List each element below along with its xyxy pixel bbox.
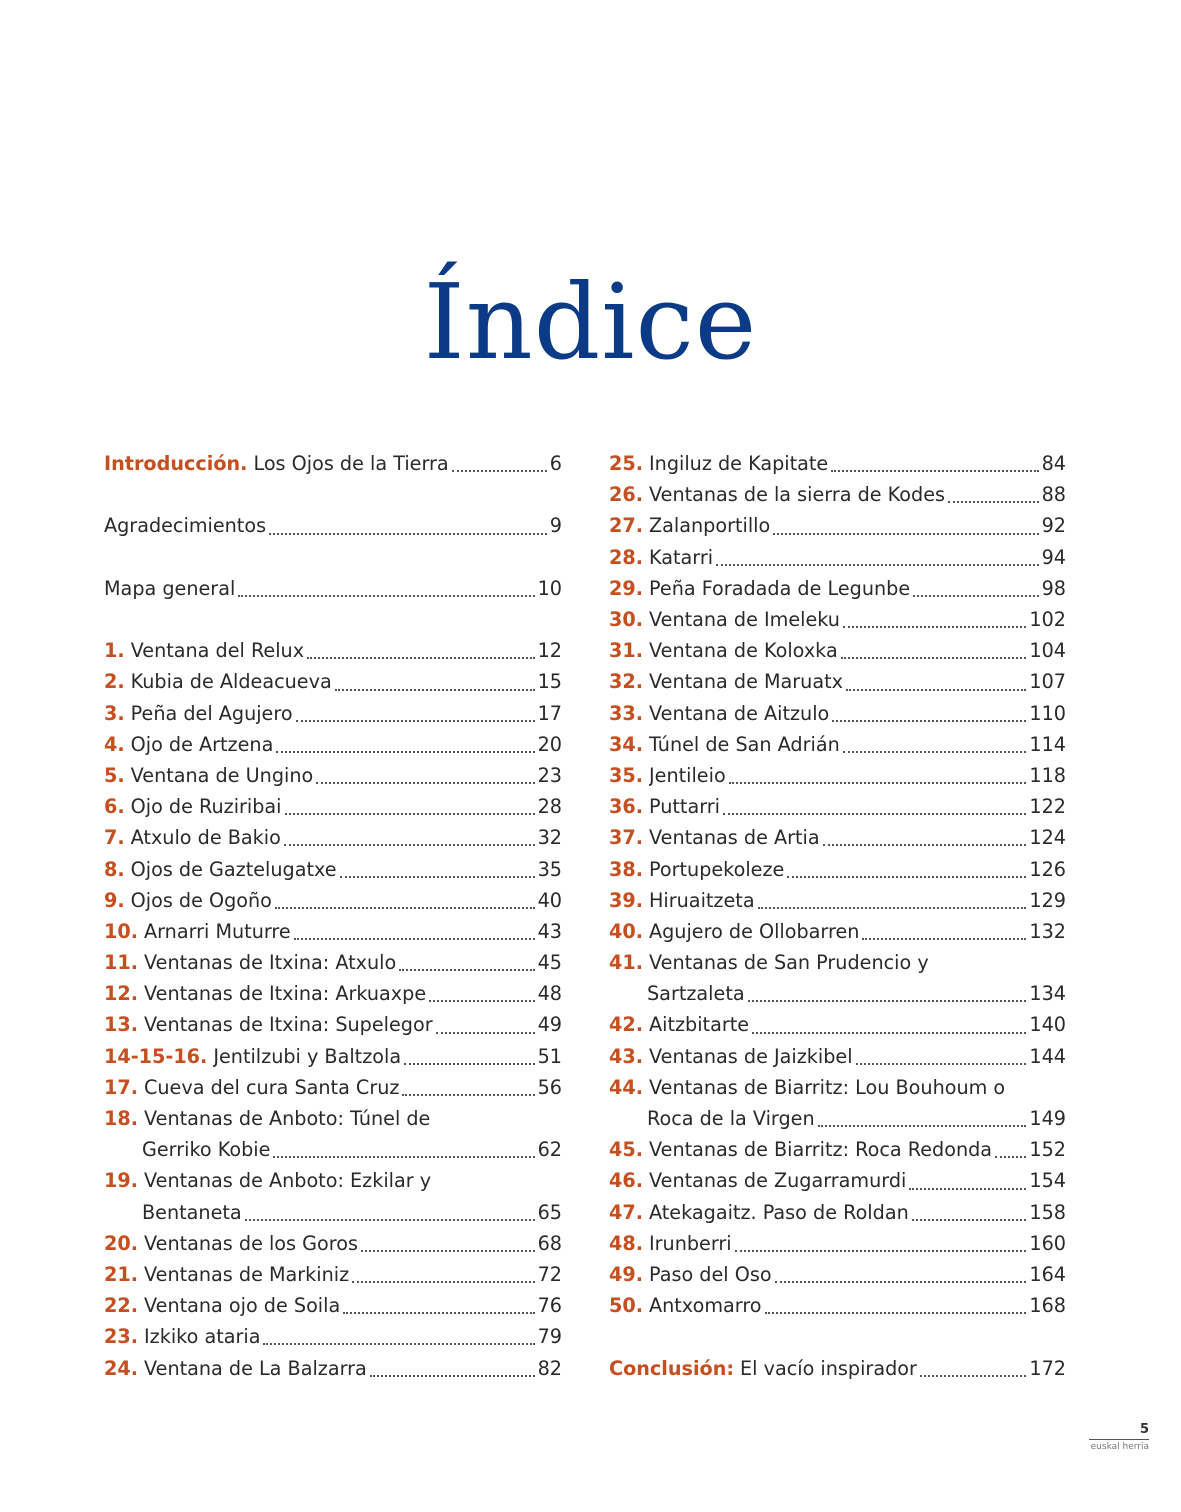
toc-right-column [609, 448, 1066, 1384]
toc-entry-number: 50. [609, 1294, 643, 1318]
toc-entry-page: 140 [1029, 1013, 1066, 1037]
toc-leader-dots [729, 781, 1027, 784]
toc-entry[interactable] [104, 1165, 562, 1196]
footer-brand: euskal herria [1090, 1442, 1149, 1452]
toc-entry-page: 124 [1029, 826, 1066, 850]
toc-entry-page: 154 [1029, 1169, 1066, 1193]
toc-entry[interactable] [609, 791, 1066, 822]
page-title: Índice [423, 261, 758, 383]
toc-entry-number: 31. [609, 639, 643, 663]
toc-entry-number: 20. [104, 1231, 138, 1255]
toc-entry-page: 32 [537, 826, 562, 850]
toc-entry[interactable] [104, 448, 562, 479]
toc-entry[interactable] [104, 1197, 562, 1228]
toc-entry-title: Katarri [649, 545, 714, 569]
toc-entry[interactable] [609, 1103, 1066, 1134]
toc-entry-page: 15 [537, 670, 562, 694]
toc-entry-page: 23 [537, 763, 562, 787]
toc-entry[interactable] [104, 947, 562, 978]
toc-entry-page: 102 [1029, 608, 1066, 632]
toc-entry-title: Jentileio [649, 763, 726, 787]
toc-leader-dots [831, 469, 1038, 472]
toc-leader-dots [296, 719, 535, 722]
toc-entry[interactable] [609, 448, 1066, 479]
toc-leader-dots [909, 1187, 1026, 1190]
toc-entry[interactable] [609, 1009, 1066, 1040]
toc-entry-page: 172 [1029, 1356, 1066, 1380]
toc-leader-dots [841, 656, 1027, 659]
toc-entry[interactable] [609, 822, 1066, 853]
toc-entry-number: Conclusión: [609, 1356, 735, 1380]
toc-entry-number: 46. [609, 1169, 643, 1193]
toc-entry-title: Atxulo de Bakio [130, 826, 281, 850]
toc-leader-dots [735, 1249, 1027, 1252]
toc-entry-number: 12. [104, 982, 138, 1006]
toc-entry-page: 84 [1041, 452, 1066, 476]
toc-entry-title: Irunberri [649, 1231, 732, 1255]
toc-entry-page: 92 [1041, 514, 1066, 538]
toc-leader-dots [773, 532, 1038, 535]
toc-entry-page: 40 [537, 888, 562, 912]
toc-entry-number: 14-15-16. [104, 1044, 208, 1068]
toc-entry[interactable] [609, 1228, 1066, 1259]
toc-leader-dots [823, 843, 1027, 846]
toc-entry-page: 43 [537, 919, 562, 943]
toc-entry-number: 8. [104, 857, 125, 881]
toc-leader-dots [862, 937, 1026, 940]
toc-entry-title: Ventanas de Anboto: Túnel de [144, 1107, 431, 1131]
toc-entry-page: 132 [1029, 919, 1066, 943]
toc-entry-number: 45. [609, 1138, 643, 1162]
toc-entry-title: Kubia de Aldeacueva [130, 670, 332, 694]
toc-leader-dots [452, 469, 547, 472]
toc-entry[interactable] [104, 510, 562, 541]
toc-entry[interactable] [609, 978, 1066, 1009]
toc-entry-number: 22. [104, 1294, 138, 1318]
toc-leader-dots [276, 750, 534, 753]
toc-entry-number: 18. [104, 1107, 138, 1131]
toc-leader-dots [948, 500, 1039, 503]
toc-entry-title: Ojos de Gaztelugatxe [130, 857, 337, 881]
toc-entry-page: 48 [537, 982, 562, 1006]
toc-leader-dots [920, 1374, 1026, 1377]
toc-entry-page: 94 [1041, 545, 1066, 569]
toc-entry-page: 62 [537, 1138, 562, 1162]
toc-entry[interactable] [104, 885, 562, 916]
toc-entry-number: 27. [609, 514, 643, 538]
toc-entry-title: Ventana de Imeleku [649, 608, 840, 632]
toc-entry-title: Ventana del Relux [130, 639, 305, 663]
toc-leader-dots [843, 750, 1027, 753]
toc-spacer [104, 479, 562, 510]
toc-entry[interactable] [609, 635, 1066, 666]
toc-leader-dots [275, 906, 535, 909]
toc-entry[interactable] [104, 729, 562, 760]
toc-entry-number: 40. [609, 919, 643, 943]
toc-entry[interactable] [104, 1290, 562, 1321]
toc-entry-number: 42. [609, 1013, 643, 1037]
toc-entry-number: 2. [104, 670, 125, 694]
toc-entry-page: 10 [537, 576, 562, 600]
toc-entry-page: 20 [537, 732, 562, 756]
toc-leader-dots [370, 1374, 535, 1377]
toc-entry-title: Ventanas de San Prudencio y [649, 951, 929, 975]
toc-entry[interactable] [609, 604, 1066, 635]
toc-entry-page: 65 [537, 1200, 562, 1224]
toc-leader-dots [429, 999, 534, 1002]
toc-entry-page: 88 [1041, 483, 1066, 507]
page-number: 5 [1089, 1422, 1149, 1440]
toc-entry-number: 49. [609, 1262, 643, 1286]
toc-leader-dots [846, 688, 1026, 691]
toc-entry-number: 5. [104, 763, 125, 787]
toc-entry-title: Ventanas de Itxina: Atxulo [144, 951, 397, 975]
toc-entry[interactable] [609, 1197, 1066, 1228]
toc-entry[interactable] [609, 1041, 1066, 1072]
toc-entry-number: 36. [609, 795, 643, 819]
toc-entry-page: 110 [1029, 701, 1066, 725]
toc-entry-page: 79 [537, 1325, 562, 1349]
toc-entry-title: Ventanas de Markiniz [144, 1262, 350, 1286]
toc-leader-dots [787, 875, 1026, 878]
toc-entry[interactable] [609, 542, 1066, 573]
toc-entry-page: 28 [537, 795, 562, 819]
page-footer [1089, 1422, 1149, 1452]
toc-entry[interactable] [609, 1072, 1066, 1103]
toc-entry-number: 4. [104, 732, 125, 756]
toc-entry-title: Hiruaitzeta [649, 888, 755, 912]
toc-entry-number: 30. [609, 608, 643, 632]
toc-entry-title: Ventanas de los Goros [144, 1231, 358, 1255]
toc-entry[interactable] [609, 729, 1066, 760]
toc-entry[interactable] [104, 1103, 562, 1134]
toc-entry-title: Ojos de Ogoño [130, 888, 272, 912]
toc-entry-number: 9. [104, 888, 125, 912]
toc-leader-dots [285, 812, 535, 815]
toc-entry-number: 29. [609, 576, 643, 600]
toc-entry-title: Ventanas de Jaizkibel [649, 1044, 853, 1068]
toc-entry[interactable] [104, 698, 562, 729]
toc-entry[interactable] [104, 1228, 562, 1259]
toc-entry-number: 23. [104, 1325, 138, 1349]
toc-entry-page: 129 [1029, 888, 1066, 912]
toc-entry-title: Puttarri [649, 795, 720, 819]
toc-entry-number: 47. [609, 1200, 643, 1224]
toc-entry-number: 7. [104, 826, 125, 850]
toc-entry-title: Ventana ojo de Soila [144, 1294, 341, 1318]
toc-entry-page: 17 [537, 701, 562, 725]
toc-entry-number: 44. [609, 1075, 643, 1099]
toc-leader-dots [912, 1218, 1027, 1221]
toc-leader-dots [361, 1249, 535, 1252]
toc-entry-title: Ventanas de Zugarramurdi [649, 1169, 907, 1193]
toc-entry[interactable] [609, 1352, 1066, 1383]
toc-leader-dots [307, 656, 535, 659]
toc-entry-title: Ventana de La Balzarra [144, 1356, 367, 1380]
toc-entry-page: 160 [1029, 1231, 1066, 1255]
toc-entry-title: El vacío inspirador [740, 1356, 917, 1380]
toc-entry-number: 41. [609, 951, 643, 975]
toc-leader-dots [765, 1311, 1027, 1314]
toc-leader-dots [758, 906, 1027, 909]
toc-leader-dots [404, 1062, 534, 1065]
toc-entry-title: Ventanas de la sierra de Kodes [649, 483, 946, 507]
toc-entry-title: Agujero de Ollobarren [649, 919, 860, 943]
toc-leader-dots [316, 781, 534, 784]
toc-entry-number: 26. [609, 483, 643, 507]
toc-entry-number: 21. [104, 1262, 138, 1286]
toc-entry[interactable] [104, 635, 562, 666]
toc-leader-dots [843, 625, 1026, 628]
toc-entry[interactable] [104, 791, 562, 822]
toc-entry-page: 76 [537, 1294, 562, 1318]
toc-entry-title: Ojo de Artzena [130, 732, 274, 756]
toc-entry[interactable] [104, 573, 562, 604]
toc-leader-dots [402, 1093, 534, 1096]
toc-entry-number: 25. [609, 452, 643, 476]
toc-entry-title: Ventanas de Itxina: Supelegor [144, 1013, 433, 1037]
toc-entry[interactable] [104, 1321, 562, 1352]
toc-entry-title: Arnarri Muturre [144, 919, 291, 943]
toc-entry-title: Aitzbitarte [649, 1013, 750, 1037]
toc-entry-title: Peña del Agujero [130, 701, 293, 725]
toc-entry[interactable] [104, 1352, 562, 1383]
toc-entry-page: 45 [537, 951, 562, 975]
toc-entry[interactable] [104, 853, 562, 884]
toc-entry-page: 49 [537, 1013, 562, 1037]
toc-leader-dots [340, 875, 535, 878]
toc-entry-page: 82 [537, 1356, 562, 1380]
toc-leader-dots [284, 843, 535, 846]
toc-entry-title: Paso del Oso [649, 1262, 772, 1286]
toc-entry-title: Gerriko Kobie [142, 1138, 271, 1162]
toc-left-column [104, 448, 562, 1384]
toc-entry-page: 35 [537, 857, 562, 881]
toc-entry-number: 28. [609, 545, 643, 569]
toc-leader-dots [995, 1155, 1026, 1158]
toc-entry[interactable] [609, 1134, 1066, 1165]
toc-entry-page: 126 [1029, 857, 1066, 881]
toc-leader-dots [273, 1155, 534, 1158]
toc-entry-title: Los Ojos de la Tierra [253, 452, 449, 476]
toc-entry-title: Ojo de Ruziribai [130, 795, 282, 819]
toc-spacer [104, 542, 562, 573]
toc-leader-dots [269, 532, 547, 535]
toc-entry-page: 164 [1029, 1262, 1066, 1286]
toc-entry[interactable] [104, 1259, 562, 1290]
toc-entry-title: Portupekoleze [649, 857, 785, 881]
toc-entry[interactable] [104, 1041, 562, 1072]
toc-entry-title: Izkiko ataria [144, 1325, 261, 1349]
toc-entry-title: Jentilzubi y Baltzola [213, 1044, 402, 1068]
toc-entry[interactable] [104, 1134, 562, 1165]
toc-entry[interactable] [609, 666, 1066, 697]
toc-entry-page: 12 [537, 639, 562, 663]
toc-entry-title: Agradecimientos [104, 514, 267, 538]
toc-entry-title: Ventanas de Artia [649, 826, 820, 850]
toc-entry[interactable] [609, 479, 1066, 510]
toc-spacer [104, 604, 562, 635]
toc-entry-number: 10. [104, 919, 138, 943]
toc-entry[interactable] [609, 947, 1066, 978]
toc-entry-page: 56 [537, 1075, 562, 1099]
toc-entry-number: 38. [609, 857, 643, 881]
toc-entry-number: 3. [104, 701, 125, 725]
toc-leader-dots [818, 1124, 1027, 1127]
toc-entry[interactable] [609, 1259, 1066, 1290]
toc-entry-number: 19. [104, 1169, 138, 1193]
toc-entry-number: Introducción. [104, 452, 248, 476]
toc-entry-page: 107 [1029, 670, 1066, 694]
toc-entry-page: 152 [1029, 1138, 1066, 1162]
toc-entry-page: 134 [1029, 982, 1066, 1006]
toc-entry-title: Ventana de Ungino [130, 763, 314, 787]
toc-entry-page: 104 [1029, 639, 1066, 663]
toc-entry-number: 6. [104, 795, 125, 819]
toc-leader-dots [723, 812, 1026, 815]
toc-leader-dots [716, 563, 1039, 566]
toc-entry[interactable] [104, 822, 562, 853]
toc-entry-title: Ventana de Koloxka [649, 639, 838, 663]
toc-entry-number: 13. [104, 1013, 138, 1037]
toc-entry[interactable] [609, 916, 1066, 947]
toc-leader-dots [352, 1280, 534, 1283]
toc-entry-title: Zalanportillo [649, 514, 771, 538]
toc-leader-dots [436, 1031, 535, 1034]
toc-entry-number: 24. [104, 1356, 138, 1380]
toc-leader-dots [832, 719, 1026, 722]
toc-entry-number: 17. [104, 1075, 138, 1099]
toc-entry-title: Peña Foradada de Legunbe [649, 576, 911, 600]
toc-leader-dots [294, 937, 535, 940]
toc-entry[interactable] [104, 978, 562, 1009]
toc-leader-dots [856, 1062, 1027, 1065]
toc-entry-number: 33. [609, 701, 643, 725]
toc-entry-page: 68 [537, 1231, 562, 1255]
toc-leader-dots [335, 688, 535, 691]
toc-entry-title: Ventanas de Itxina: Arkuaxpe [144, 982, 427, 1006]
toc-entry-title: Ventana de Aitzulo [649, 701, 830, 725]
toc-entry-page: 114 [1029, 732, 1066, 756]
toc-entry[interactable] [609, 698, 1066, 729]
toc-entry-page: 98 [1041, 576, 1066, 600]
toc-entry-number: 1. [104, 639, 125, 663]
toc-entry-title: Ingiluz de Kapitate [649, 452, 829, 476]
toc-entry[interactable] [104, 666, 562, 697]
toc-entry-title: Ventana de Maruatx [649, 670, 843, 694]
toc-entry-page: 122 [1029, 795, 1066, 819]
toc-entry-title: Ventanas de Biarritz: Roca Redonda [649, 1138, 993, 1162]
toc-entry-number: 35. [609, 763, 643, 787]
toc-leader-dots [748, 999, 1027, 1002]
toc-entry-title: Roca de la Virgen [647, 1107, 815, 1131]
toc-entry[interactable] [609, 510, 1066, 541]
toc-leader-dots [245, 1218, 535, 1221]
toc-entry-page: 168 [1029, 1294, 1066, 1318]
toc-entry[interactable] [104, 916, 562, 947]
toc-entry-title: Bentaneta [142, 1200, 242, 1224]
toc-entry[interactable] [104, 760, 562, 791]
toc-leader-dots [399, 968, 534, 971]
toc-entry-title: Ventanas de Anboto: Ezkilar y [144, 1169, 432, 1193]
toc-entry-page: 158 [1029, 1200, 1066, 1224]
toc-entry-title: Atekagaitz. Paso de Roldan [649, 1200, 909, 1224]
toc-entry-number: 37. [609, 826, 643, 850]
toc-entry-page: 72 [537, 1262, 562, 1286]
toc-entry[interactable] [609, 573, 1066, 604]
toc-entry-number: 43. [609, 1044, 643, 1068]
toc-entry-number: 39. [609, 888, 643, 912]
toc-entry-page: 144 [1029, 1044, 1066, 1068]
toc-leader-dots [775, 1280, 1027, 1283]
toc-entry-title: Cueva del cura Santa Cruz [144, 1075, 400, 1099]
toc-entry-title: Antxomarro [649, 1294, 762, 1318]
toc-entry-page: 118 [1029, 763, 1066, 787]
toc-entry-page: 51 [537, 1044, 562, 1068]
toc-entry-number: 11. [104, 951, 138, 975]
toc-entry[interactable] [609, 1165, 1066, 1196]
toc-entry-title: Ventanas de Biarritz: Lou Bouhoum o [649, 1075, 1006, 1099]
toc-entry-title: Túnel de San Adrián [649, 732, 840, 756]
toc-entry-number: 48. [609, 1231, 643, 1255]
toc-entry[interactable] [609, 885, 1066, 916]
toc-leader-dots [343, 1311, 534, 1314]
toc-entry[interactable] [609, 1290, 1066, 1321]
toc-spacer [609, 1321, 1066, 1352]
toc-leader-dots [263, 1342, 534, 1345]
toc-entry[interactable] [609, 853, 1066, 884]
toc-entry-page: 9 [549, 514, 562, 538]
toc-entry-number: 34. [609, 732, 643, 756]
toc-entry-title: Mapa general [104, 576, 236, 600]
toc-leader-dots [238, 594, 534, 597]
toc-entry[interactable] [609, 760, 1066, 791]
toc-leader-dots [913, 594, 1038, 597]
toc-entry-title: Sartzaleta [647, 982, 745, 1006]
toc-entry-page: 6 [549, 452, 562, 476]
toc-entry-number: 32. [609, 670, 643, 694]
toc-leader-dots [752, 1031, 1026, 1034]
toc-entry[interactable] [104, 1072, 562, 1103]
toc-entry-page: 149 [1029, 1107, 1066, 1131]
toc-entry[interactable] [104, 1009, 562, 1040]
